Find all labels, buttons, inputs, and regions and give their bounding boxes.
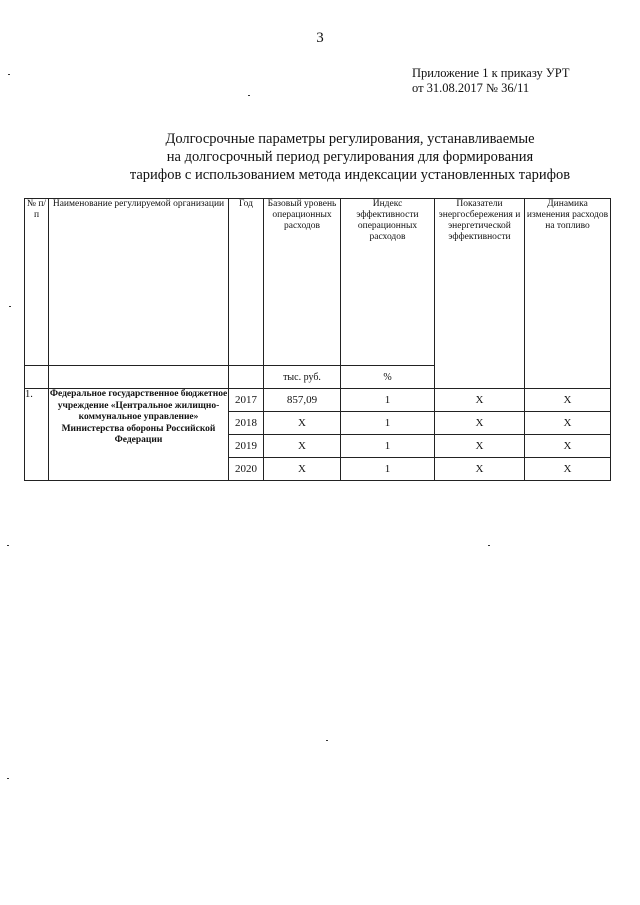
fuel-dynamics-cell: Х — [525, 435, 611, 458]
efficiency-index-cell: 1 — [341, 389, 435, 412]
scan-speck — [248, 95, 250, 96]
header-efficiency-index: Индекс эффективности операционных расходов — [341, 199, 435, 366]
unit-efficiency-index: % — [341, 366, 435, 389]
title-line-3: тарифов с использованием метода индексации установленных тарифов — [129, 167, 571, 183]
row-number: 1. — [25, 389, 49, 481]
efficiency-index-cell: 1 — [341, 412, 435, 435]
title-line-1: Долгосрочные параметры регулирования, устанавливаемые — [165, 131, 535, 147]
energy-indicator-cell: Х — [435, 435, 525, 458]
header-num: № п/п — [25, 199, 49, 366]
scan-speck — [488, 545, 490, 546]
header-fuel-dynamics: Динамика изменения расходов на топливо — [525, 199, 611, 389]
year-cell: 2017 — [229, 389, 264, 412]
energy-indicator-cell: Х — [435, 458, 525, 481]
units-org-cell — [49, 366, 229, 389]
fuel-dynamics-cell: Х — [525, 412, 611, 435]
base-level-cell: Х — [264, 435, 341, 458]
year-cell: 2019 — [229, 435, 264, 458]
table-header-row — [25, 199, 611, 366]
scan-speck — [7, 778, 9, 779]
base-level-cell: Х — [264, 458, 341, 481]
year-cell: 2020 — [229, 458, 264, 481]
energy-indicator-cell: Х — [435, 389, 525, 412]
parameters-table — [24, 198, 611, 481]
scan-speck — [9, 306, 11, 307]
organization-name: Федеральное государственное бюджетное учреждение «Центральное жилищно-коммунальное управление» Министерства обороны Российской Федерации — [49, 389, 229, 481]
appendix-line-2: от 31.08.2017 № 36/11 — [412, 81, 530, 95]
efficiency-index-cell: 1 — [341, 458, 435, 481]
base-level-cell: 857,09 — [264, 389, 341, 412]
unit-base-level: тыс. руб. — [264, 366, 341, 389]
document-title — [100, 130, 600, 184]
efficiency-index-cell: 1 — [341, 435, 435, 458]
header-organization: Наименование регулируемой организации — [49, 199, 229, 366]
scan-speck — [7, 545, 9, 546]
units-year-cell — [229, 366, 264, 389]
energy-indicator-cell: Х — [435, 412, 525, 435]
units-num-cell — [25, 366, 49, 389]
header-year: Год — [229, 199, 264, 366]
page-number: 3 — [316, 30, 324, 46]
table-row — [25, 389, 611, 412]
fuel-dynamics-cell: Х — [525, 458, 611, 481]
year-cell: 2018 — [229, 412, 264, 435]
appendix-reference — [412, 66, 570, 96]
title-line-2: на долгосрочный период регулирования для формирования — [166, 149, 534, 165]
fuel-dynamics-cell: Х — [525, 389, 611, 412]
appendix-line-1: Приложение 1 к приказу УРТ — [412, 66, 570, 80]
base-level-cell: Х — [264, 412, 341, 435]
scan-speck — [8, 74, 10, 75]
scan-speck — [326, 740, 328, 741]
header-energy-indicators: Показатели энергосбережения и энергетической эффективности — [435, 199, 525, 389]
header-base-level: Базовый уровень операционных расходов — [264, 199, 341, 366]
